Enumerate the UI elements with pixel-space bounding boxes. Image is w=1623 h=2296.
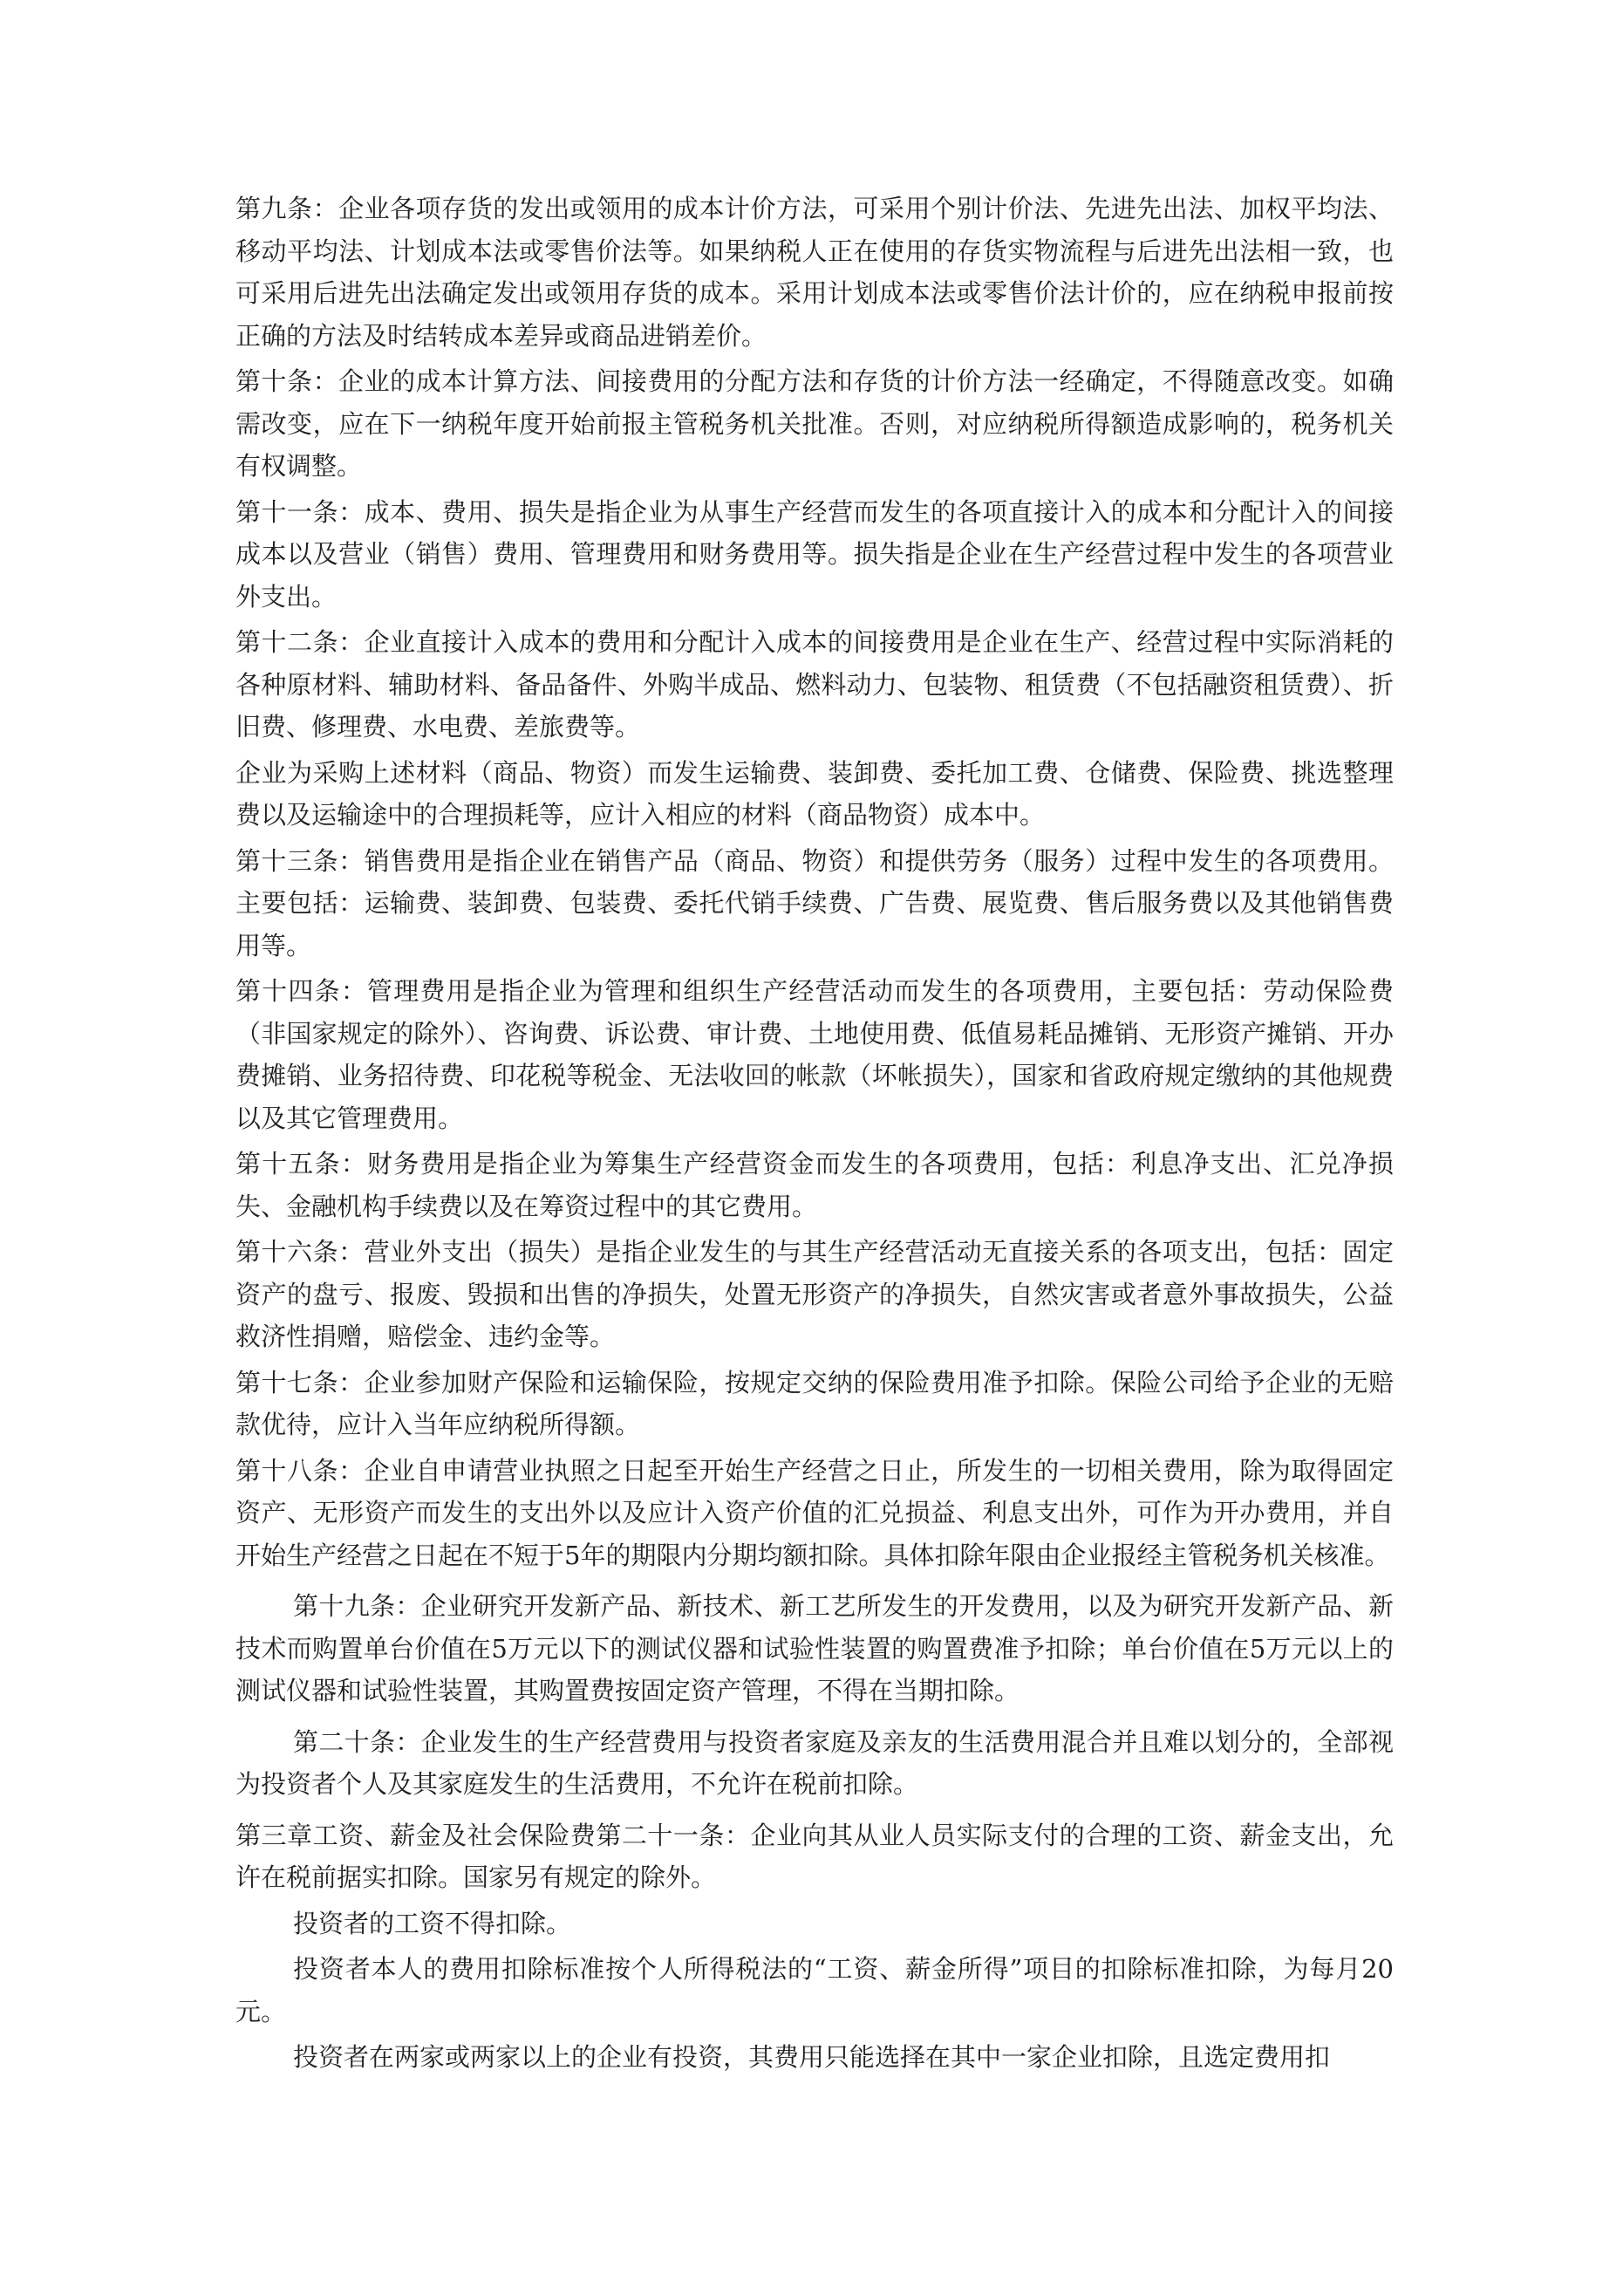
article-17: 第十七条：企业参加财产保险和运输保险，按规定交纳的保险费用准予扣除。保险公司给予企业的无赔款优待，应计入当年应纳税所得额。 <box>235 1367 1394 1439</box>
article-9: 第九条：企业各项存货的发出或领用的成本计价方法，可采用个别计价法、先进先出法、加权平均法、移动平均法、计划成本法或零售价法等。如果纳税人正在使用的存货实物流程与后进先出法相一致，也可采用后进先出法确定发出或领用存货的成本。采用计划成本法或零售价法计价的，应在纳税申报前按正确的方法及时结转成本差异或商品进销差价。 <box>235 194 1394 351</box>
article-12-continued: 企业为采购上述材料（商品、物资）而发生运输费、装卸费、委托加工费、仓储费、保险费、挑选整理费以及运输途中的合理损耗等，应计入相应的材料（商品物资）成本中。 <box>235 757 1394 830</box>
article-16: 第十六条：营业外支出（损失）是指企业发生的与其生产经营活动无直接关系的各项支出，包括：固定资产的盘亏、报废、毁损和出售的净损失，处置无形资产的净损失，自然灾害或者意外事故损失，公益救济性捐赠，赔偿金、违约金等。 <box>235 1237 1394 1351</box>
article-20: 第二十条：企业发生的生产经营费用与投资者家庭及亲友的生活费用混合并且难以划分的，全部视为投资者个人及其家庭发生的生活费用，不允许在税前扣除。 <box>235 1726 1394 1799</box>
investor-multiple-enterprises-paragraph: 投资者在两家或两家以上的企业有投资，其费用只能选择在其中一家企业扣除，且选定费用扣 <box>293 2042 1331 2072</box>
document-page <box>235 188 1394 2082</box>
article-10: 第十条：企业的成本计算方法、间接费用的分配方法和存货的计价方法一经确定，不得随意改变。如确需改变，应在下一纳税年度开始前报主管税务机关批准。否则，对应纳税所得额造成影响的，税务机关有权调整。 <box>235 366 1394 481</box>
article-13: 第十三条：销售费用是指企业在销售产品（商品、物资）和提供劳务（服务）过程中发生的各项费用。主要包括：运输费、装卸费、包装费、委托代销手续费、广告费、展览费、售后服务费以及其他销售费用等。 <box>235 845 1394 960</box>
chapter-3-article-21: 第三章工资、薪金及社会保险费第二十一条：企业向其从业人员实际支付的合理的工资、薪金支出，允许在税前据实扣除。国家另有规定的除外。 <box>235 1820 1394 1892</box>
investor-wage-paragraph: 投资者的工资不得扣除。 <box>293 1908 572 1938</box>
article-14: 第十四条：管理费用是指企业为管理和组织生产经营活动而发生的各项费用，主要包括：劳动保险费（非国家规定的除外）、咨询费、诉讼费、审计费、土地使用费、低值易耗品摊销、无形资产摊销、开办费摊销、业务招待费、印花税等税金、无法收回的帐款（坏帐损失），国家和省政府规定缴纳的其他规费以及其它管理费用。 <box>235 976 1394 1133</box>
article-11: 第十一条：成本、费用、损失是指企业为从事生产经营而发生的各项直接计入的成本和分配计入的间接成本以及营业（销售）费用、管理费用和财务费用等。损失指是企业在生产经营过程中发生的各项营业外支出。 <box>235 496 1394 612</box>
article-19: 第十九条：企业研究开发新产品、新技术、新工艺所发生的开发费用，以及为研究开发新产品、新技术而购置单台价值在5万元以下的测试仪器和试验性装置的购置费准予扣除；单台价值在5万元以上的测试仪器和试验性装置，其购置费按固定资产管理，不得在当期扣除。 <box>235 1591 1394 1705</box>
article-12: 第十二条：企业直接计入成本的费用和分配计入成本的间接费用是企业在生产、经营过程中实际消耗的各种原材料、辅助材料、备品备件、外购半成品、燃料动力、包装物、租赁费（不包括融资租赁费）、折旧费、修理费、水电费、差旅费等。 <box>235 627 1394 741</box>
investor-deduction-paragraph: 投资者本人的费用扣除标准按个人所得税法的“工资、薪金所得”项目的扣除标准扣除，为每月20元。 <box>235 1954 1394 2026</box>
article-18: 第十八条：企业自申请营业执照之日起至开始生产经营之日止，所发生的一切相关费用，除为取得固定资产、无形资产而发生的支出外以及应计入资产价值的汇兑损益、利息支出外，可作为开办费用，并自开始生产经营之日起在不短于5年的期限内分期均额扣除。具体扣除年限由企业报经主管税务机关核准。 <box>235 1455 1394 1570</box>
article-15: 第十五条：财务费用是指企业为筹集生产经营资金而发生的各项费用，包括：利息净支出、汇兑净损失、金融机构手续费以及在筹资过程中的其它费用。 <box>235 1149 1394 1221</box>
